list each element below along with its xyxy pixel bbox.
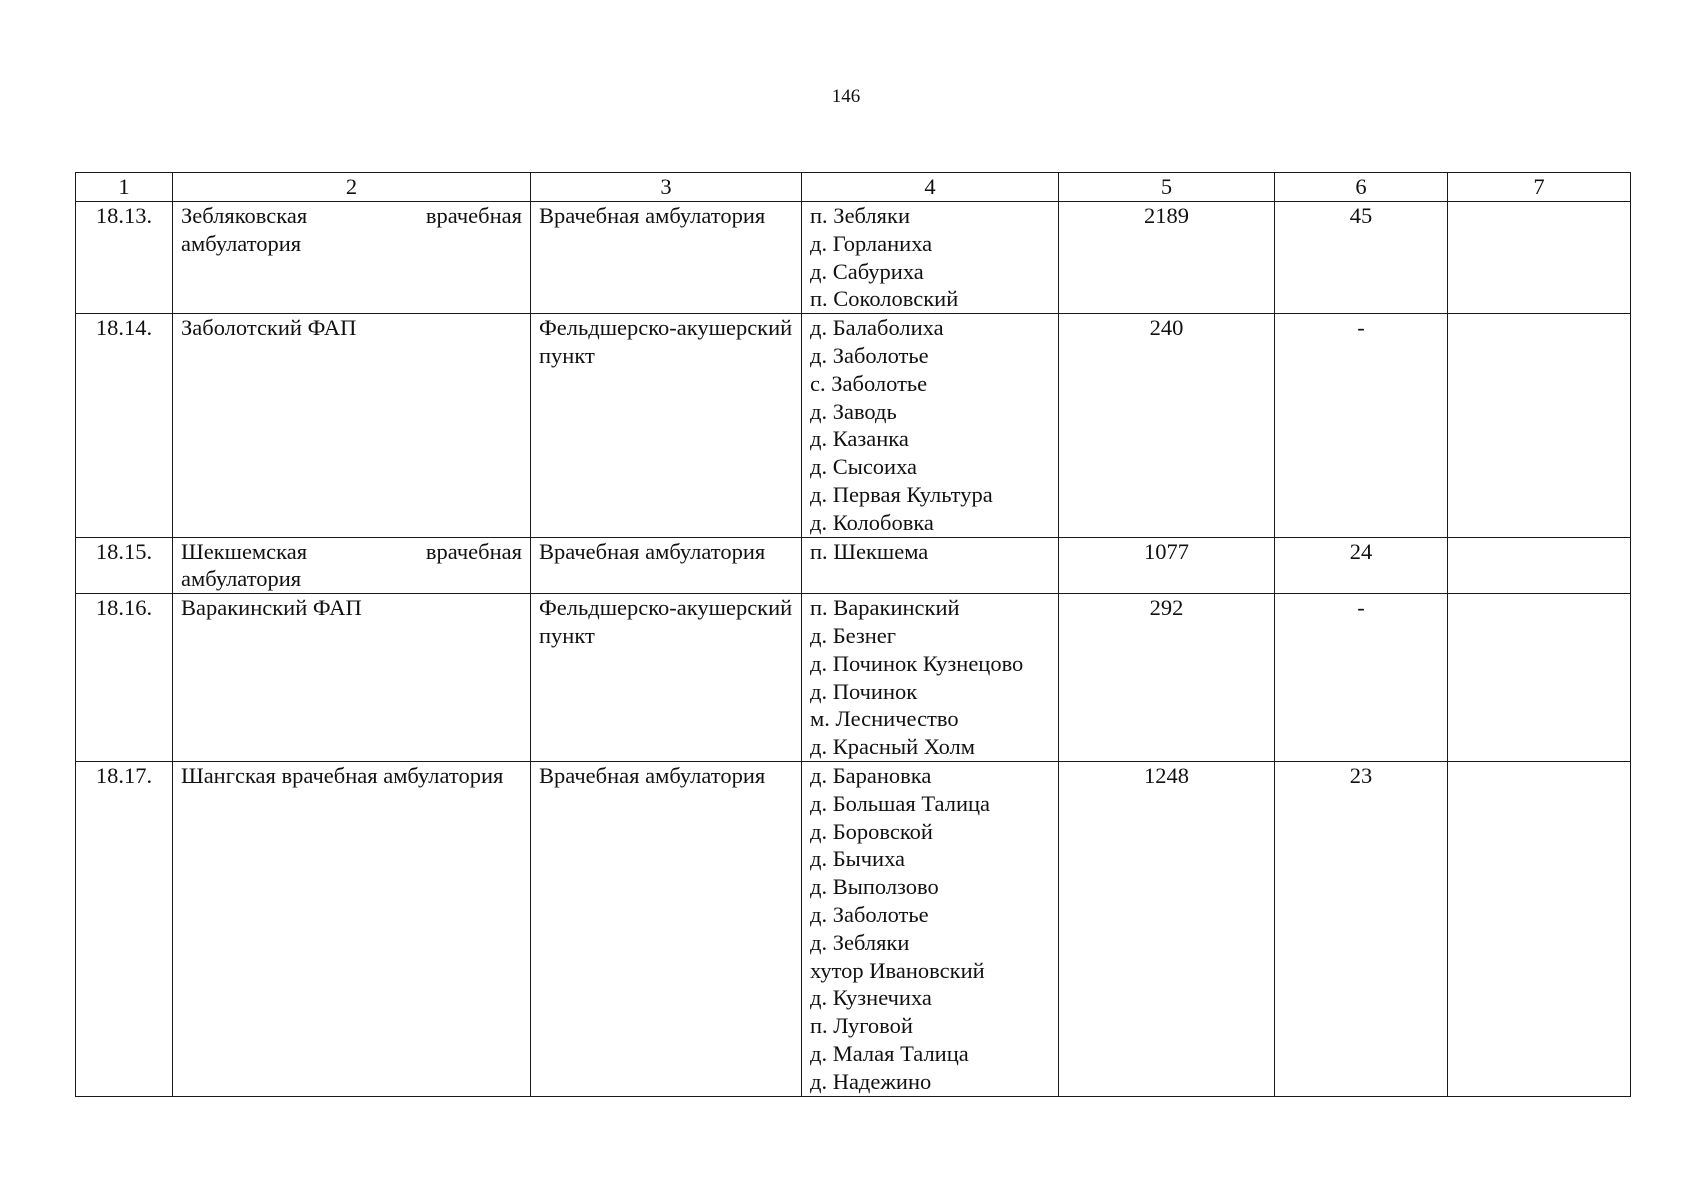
beds-cell: 23 — [1275, 761, 1448, 1096]
extra-cell — [1448, 594, 1631, 762]
facility-name: Шекшемская врачебная амбулатория — [181, 538, 522, 592]
table-row — [76, 594, 1631, 762]
settlements-cell — [802, 594, 1059, 762]
facility-type-cell: Врачебная амбулатория — [531, 537, 802, 594]
settlement-item: д. Выползово — [810, 874, 939, 900]
column-header: 4 — [802, 173, 1059, 202]
facility-name: Зебляковская врачебная амбулатория — [181, 203, 522, 256]
column-header: 7 — [1448, 173, 1631, 202]
column-header: 5 — [1059, 173, 1275, 202]
settlement-item: д. Заболотье — [810, 342, 929, 368]
settlement-item: п. Луговой — [810, 1013, 913, 1039]
facility-name-cell — [173, 594, 531, 762]
facility-name: Варакинский ФАП — [181, 595, 362, 621]
settlement-item: д. Боровской — [810, 818, 933, 844]
population-cell: 240 — [1059, 314, 1275, 537]
settlement-item: п. Соколовский — [810, 286, 959, 312]
settlement-item: м. Лесничество — [810, 706, 959, 732]
column-header: 6 — [1275, 173, 1448, 202]
settlement-item: д. Бычиха — [810, 846, 906, 872]
column-header: 3 — [531, 173, 802, 202]
settlement-item: д. Колобовка — [810, 509, 934, 535]
settlements-cell — [802, 537, 1059, 594]
extra-cell — [1448, 202, 1631, 314]
row-number-cell: 18.15. — [76, 537, 173, 594]
facility-name-cell — [173, 537, 531, 594]
settlement-item: хутор Ивановский — [810, 957, 985, 983]
column-header: 1 — [76, 173, 173, 202]
beds-cell: - — [1275, 314, 1448, 537]
settlement-item: д. Починок Кузнецово — [810, 650, 1024, 676]
settlement-item: д. Заболотье — [810, 901, 929, 927]
table-row — [76, 314, 1631, 537]
extra-cell — [1448, 537, 1631, 594]
settlement-item: д. Безнег — [810, 622, 897, 648]
header-row — [76, 173, 1631, 202]
settlement-item: д. Надежино — [810, 1068, 932, 1094]
facility-type-cell: Врачебная амбулатория — [531, 202, 802, 314]
beds-cell: 45 — [1275, 202, 1448, 314]
settlement-item: д. Сысоиха — [810, 454, 918, 480]
row-number-cell: 18.14. — [76, 314, 173, 537]
settlement-item: д. Зебляки — [810, 929, 910, 955]
population-cell: 1248 — [1059, 761, 1275, 1096]
facility-type-cell: Врачебная амбулатория — [531, 761, 802, 1096]
beds-cell: 24 — [1275, 537, 1448, 594]
extra-cell — [1448, 761, 1631, 1096]
population-cell: 2189 — [1059, 202, 1275, 314]
table-row — [76, 202, 1631, 314]
facilities-table — [75, 172, 1631, 1097]
facility-name: Заболотский ФАП — [181, 315, 357, 341]
row-number-cell: 18.16. — [76, 594, 173, 762]
settlements-cell — [802, 761, 1059, 1096]
settlement-item: д. Казанка — [810, 426, 909, 452]
facility-name: Шангская врачебная амбулатория — [181, 762, 504, 788]
facility-type-cell: Фельдшерско-акушерский пункт — [531, 314, 802, 537]
population-cell: 292 — [1059, 594, 1275, 762]
settlement-item: д. Красный Холм — [810, 734, 976, 760]
beds-cell: - — [1275, 594, 1448, 762]
page-number: 146 — [831, 86, 861, 107]
settlement-item: д. Первая Культура — [810, 481, 993, 507]
row-number-cell: 18.17. — [76, 761, 173, 1096]
facility-name-cell — [173, 314, 531, 537]
settlement-item: д. Заводь — [810, 398, 897, 424]
settlement-item: д. Барановка — [810, 762, 932, 788]
settlement-item: д. Балаболиха — [810, 315, 944, 341]
population-cell: 1077 — [1059, 537, 1275, 594]
settlement-item: п. Шекшема — [810, 538, 929, 564]
column-header: 2 — [173, 173, 531, 202]
table-body — [76, 202, 1631, 1097]
extra-cell — [1448, 314, 1631, 537]
settlement-item: д. Сабуриха — [810, 258, 924, 284]
settlement-item: п. Варакинский — [810, 595, 960, 621]
facility-type-cell: Фельдшерско-акушерский пункт — [531, 594, 802, 762]
settlement-item: д. Малая Талица — [810, 1040, 969, 1066]
settlement-item: с. Заболотье — [810, 370, 928, 396]
settlement-item: д. Починок — [810, 678, 918, 704]
settlement-item: п. Зебляки — [810, 203, 910, 228]
facility-name-cell — [173, 761, 531, 1096]
settlement-item: д. Кузнечиха — [810, 985, 932, 1011]
settlement-item: д. Горланиха — [810, 230, 933, 256]
table-row — [76, 537, 1631, 594]
facility-name-cell — [173, 202, 531, 314]
settlements-cell — [802, 314, 1059, 537]
table-row — [76, 761, 1631, 1096]
settlement-item: д. Большая Талица — [810, 790, 991, 816]
row-number-cell: 18.13. — [76, 202, 173, 314]
settlements-cell — [802, 202, 1059, 314]
